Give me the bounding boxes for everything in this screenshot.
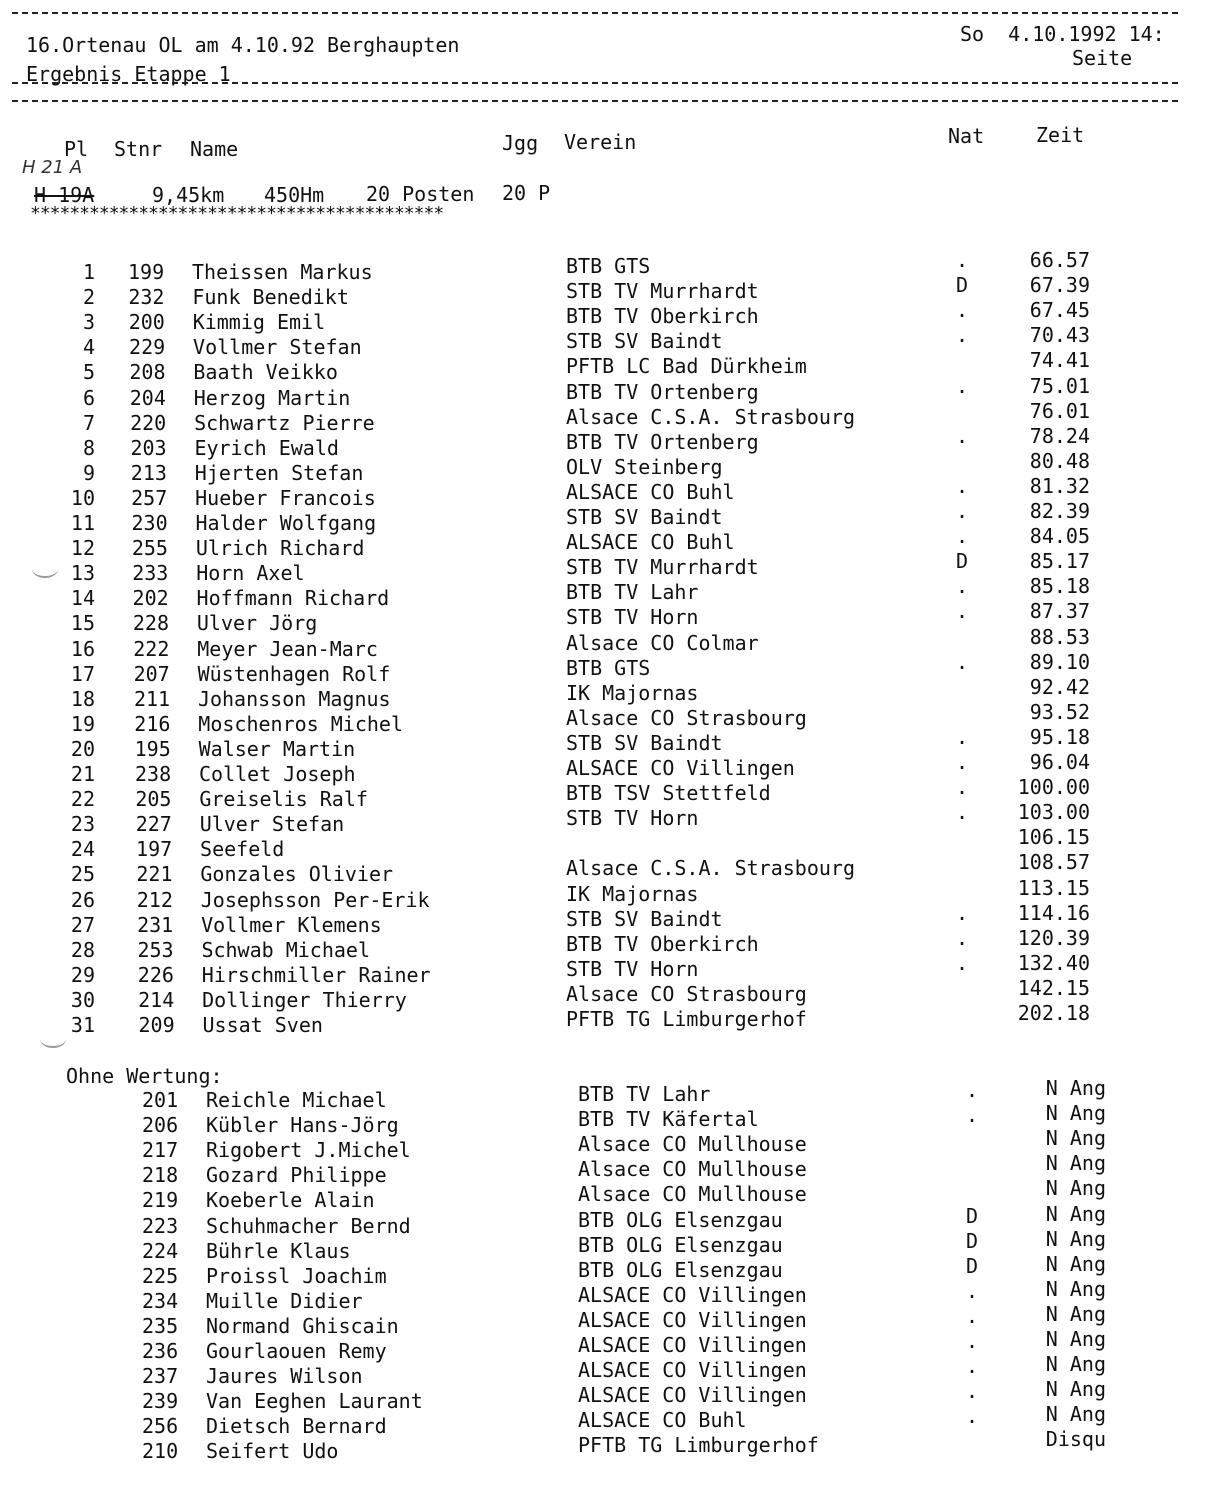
start-number: 205: [135, 787, 172, 812]
place: 13: [70, 561, 95, 586]
nation: .: [955, 800, 969, 825]
start-number: 225: [142, 1263, 179, 1288]
time: 80.48: [1029, 448, 1090, 473]
runner-name: Wüstenhagen Rolf: [197, 661, 391, 686]
start-number: 232: [128, 285, 165, 310]
status: N Ang: [1045, 1076, 1106, 1100]
status: N Ang: [1045, 1151, 1106, 1176]
status: N Ang: [1045, 1301, 1106, 1326]
place: 18: [70, 686, 95, 711]
print-datetime: So 4.10.1992 14:: [960, 22, 1165, 46]
place: 1: [82, 260, 95, 284]
status: N Ang: [1045, 1402, 1106, 1427]
document-title: 16.Ortenau OL am 4.10.92 Berghaupten: [26, 33, 460, 57]
time: 84.05: [1029, 524, 1090, 549]
time: 82.39: [1029, 499, 1090, 523]
place: 10: [70, 485, 95, 510]
start-number: 220: [130, 410, 167, 435]
runner-name: Johansson Magnus: [197, 686, 391, 711]
runner-name: Meyer Jean-Marc: [197, 636, 378, 661]
runner-name: Horn Axel: [196, 561, 305, 586]
nation: D: [965, 1253, 979, 1278]
time: 85.17: [1029, 549, 1090, 574]
start-number: 229: [129, 335, 166, 360]
club: ALSACE CO Villingen: [578, 1333, 807, 1357]
table-row: [0, 1001, 1206, 1038]
table-row: [0, 1427, 1206, 1464]
place: 9: [82, 460, 95, 485]
place: 21: [70, 762, 95, 786]
start-number: 207: [133, 661, 170, 686]
runner-name: Ulver Stefan: [199, 812, 345, 837]
club: PFTB TG Limburgerhof: [578, 1433, 819, 1458]
start-number: 230: [131, 511, 168, 535]
start-number: 235: [142, 1313, 179, 1338]
place: 25: [70, 862, 95, 887]
start-number: 212: [136, 887, 173, 912]
nation: .: [965, 1078, 979, 1102]
status: N Ang: [1045, 1201, 1106, 1226]
runner-name: Herzog Martin: [193, 385, 351, 410]
start-number: 197: [136, 837, 173, 862]
place: 16: [70, 636, 95, 661]
nation: .: [955, 775, 969, 800]
nation: .: [965, 1354, 979, 1379]
runner-name: Vollmer Klemens: [201, 912, 382, 937]
club: Alsace CO Mullhouse: [578, 1157, 807, 1182]
time: 76.01: [1029, 398, 1090, 423]
status: N Ang: [1045, 1352, 1106, 1377]
runner-name: Gourlaouen Remy: [206, 1339, 387, 1363]
club: BTB TV Lahr: [578, 1082, 711, 1106]
start-number: 228: [132, 611, 170, 636]
time: 74.41: [1029, 348, 1090, 373]
nation: .: [955, 649, 969, 674]
runner-name: Hjerten Stefan: [194, 460, 364, 485]
club: BTB TV Ortenberg: [566, 429, 759, 454]
runner-name: Dietsch Bernard: [206, 1414, 387, 1439]
runner-name: Gonzales Olivier: [200, 862, 394, 887]
place: 23: [70, 812, 95, 837]
time: 89.10: [1029, 649, 1090, 674]
header-dashed-rule-lower: [12, 100, 1178, 102]
start-number: 222: [133, 636, 170, 661]
document-subtitle: Ergebnis Etappe 1: [26, 62, 231, 86]
runner-name: Schwartz Pierre: [194, 410, 375, 435]
club: BTB TV Käfertal: [578, 1107, 759, 1132]
status: N Ang: [1045, 1126, 1106, 1151]
nation: .: [965, 1404, 979, 1429]
handwritten-category-note: H 21 A: [22, 157, 83, 178]
nation: .: [955, 499, 969, 523]
time: 142.15: [1017, 975, 1090, 1000]
time: 106.15: [1017, 825, 1090, 850]
runner-name: Moschenros Michel: [198, 711, 403, 736]
col-header-verein: Verein: [564, 130, 637, 154]
runner-name: Seefeld: [200, 837, 285, 862]
col-header-zeit: Zeit: [1036, 123, 1085, 147]
start-number: 231: [137, 912, 174, 937]
nation: .: [955, 298, 969, 323]
start-number: 253: [137, 937, 174, 962]
nation: D: [965, 1203, 979, 1228]
club: IK Majornas: [566, 881, 699, 906]
punch-hole-mark: [40, 1030, 66, 1048]
time: 88.53: [1029, 624, 1090, 649]
start-number: 209: [138, 1013, 175, 1037]
runner-name: Hueber Francois: [195, 485, 376, 510]
time: 114.16: [1017, 900, 1090, 925]
start-number: 214: [138, 987, 175, 1012]
runner-name: Jaures Wilson: [206, 1364, 363, 1389]
start-number: 236: [142, 1339, 179, 1363]
club: Alsace C.S.A. Strasbourg: [566, 404, 855, 429]
runner-name: Ussat Sven: [202, 1013, 323, 1037]
nation: .: [965, 1329, 979, 1353]
time: 93.52: [1029, 699, 1090, 724]
club: BTB TV Oberkirch: [566, 304, 759, 329]
start-number: 227: [135, 812, 172, 837]
place: 22: [70, 787, 95, 812]
club: STB SV Baindt: [566, 329, 723, 354]
time: 103.00: [1017, 800, 1090, 825]
nation: D: [955, 273, 969, 298]
runner-name: Ulver Jörg: [196, 611, 318, 636]
club: Alsace CO Strasbourg: [566, 981, 807, 1006]
start-number: 219: [142, 1188, 179, 1213]
club: BTB OLG Elsenzgau: [578, 1232, 783, 1257]
nation: .: [955, 724, 969, 749]
club: OLV Steinberg: [566, 454, 723, 479]
nation: .: [955, 900, 969, 925]
runner-name: Kübler Hans-Jörg: [206, 1113, 399, 1138]
top-dashed-rule: [12, 12, 1178, 14]
place: 2: [82, 285, 95, 310]
nation: .: [965, 1379, 979, 1404]
star-separator: ******************************************: [30, 203, 444, 224]
course-controls: 20 Posten: [366, 182, 475, 206]
place: 11: [70, 511, 95, 535]
start-number: 221: [136, 862, 173, 887]
club: BTB TV Ortenberg: [566, 379, 759, 404]
runner-name: Rigobert J.Michel: [206, 1138, 411, 1163]
start-number: 218: [142, 1163, 179, 1188]
club: STB SV Baindt: [566, 730, 723, 755]
time: 67.39: [1029, 273, 1090, 298]
start-number: 195: [134, 736, 171, 761]
start-number: 206: [142, 1113, 179, 1138]
runner-name: Ulrich Richard: [195, 536, 365, 561]
club: Alsace C.S.A. Strasbourg: [566, 856, 855, 881]
runner-name: Eyrich Ewald: [194, 435, 339, 460]
club: Alsace CO Strasbourg: [566, 705, 807, 730]
club: ALSACE CO Villingen: [578, 1383, 807, 1408]
place: 8: [82, 435, 95, 460]
place: 15: [70, 611, 95, 636]
nation: .: [955, 950, 969, 975]
nation: .: [955, 373, 969, 398]
time: 78.24: [1029, 423, 1090, 448]
club: IK Majornas: [566, 680, 699, 705]
nation: .: [955, 574, 969, 599]
club: STB TV Horn: [566, 956, 699, 981]
nation: .: [965, 1103, 979, 1128]
start-number: 234: [142, 1288, 179, 1313]
club: ALSACE CO Villingen: [566, 756, 795, 780]
col-header-name: Name: [190, 137, 239, 161]
place: 28: [70, 937, 95, 962]
runner-name: Halder Wolfgang: [195, 511, 377, 535]
col-header-nat: Nat: [948, 124, 985, 148]
status: Disqu: [1045, 1427, 1106, 1452]
runner-name: Walser Martin: [198, 736, 356, 761]
runner-name: Hoffmann Richard: [196, 586, 390, 611]
runner-name: Proissl Joachim: [206, 1263, 387, 1288]
runner-name: Schuhmacher Bernd: [206, 1213, 411, 1238]
runner-name: Collet Joseph: [199, 762, 356, 786]
place: 30: [70, 987, 95, 1012]
start-number: 201: [142, 1088, 179, 1112]
start-number: 199: [128, 260, 165, 284]
club: BTB TV Lahr: [566, 580, 699, 605]
nation: D: [955, 549, 969, 574]
place: 3: [82, 310, 95, 335]
start-number: 238: [135, 762, 172, 786]
club: STB TV Murrhardt: [566, 555, 759, 580]
start-number: 237: [142, 1364, 179, 1389]
status: N Ang: [1045, 1276, 1106, 1301]
start-number: 217: [142, 1138, 179, 1163]
place: 27: [70, 912, 95, 937]
club: STB TV Murrhardt: [566, 279, 759, 304]
time: 120.39: [1017, 925, 1090, 950]
start-number: 226: [137, 962, 174, 987]
start-number: 208: [129, 360, 166, 385]
club: BTB OLG Elsenzgau: [578, 1207, 783, 1232]
start-number: 210: [142, 1439, 179, 1464]
runner-name: Schwab Michael: [201, 937, 371, 962]
runner-name: Theissen Markus: [192, 260, 373, 284]
runner-name: Van Eeghen Laurant: [206, 1389, 423, 1414]
runner-name: Reichle Michael: [206, 1088, 387, 1112]
runner-name: Josephsson Per-Erik: [200, 887, 430, 912]
start-number: 257: [131, 485, 168, 510]
course-points: 20 P: [502, 181, 551, 205]
nation: .: [955, 524, 969, 549]
runner-name: Greiselis Ralf: [199, 787, 368, 812]
start-number: 216: [134, 711, 171, 736]
club: ALSACE CO Buhl: [566, 530, 735, 555]
runner-name: Dollinger Thierry: [202, 987, 407, 1012]
place: 31: [70, 1013, 95, 1037]
runner-name: Normand Ghiscain: [206, 1313, 399, 1338]
nation: .: [955, 248, 969, 272]
place: 24: [70, 837, 95, 862]
runner-name: Kimmig Emil: [192, 310, 326, 335]
col-header-pl: Pl: [64, 137, 89, 161]
place: 4: [82, 335, 95, 360]
club: ALSACE CO Buhl: [566, 479, 735, 504]
status: N Ang: [1045, 1251, 1106, 1276]
start-number: 211: [133, 686, 171, 711]
club: ALSACE CO Villingen: [578, 1282, 807, 1307]
time: 108.57: [1017, 850, 1090, 875]
start-number: 204: [129, 385, 166, 410]
place: 6: [82, 385, 95, 410]
time: 113.15: [1017, 875, 1090, 900]
time: 92.42: [1029, 674, 1090, 699]
runner-name: Vollmer Stefan: [193, 335, 362, 360]
nation: .: [955, 599, 969, 624]
club: Alsace CO Mullhouse: [578, 1182, 807, 1207]
runner-name: Seifert Udo: [206, 1439, 339, 1464]
club: ALSACE CO Buhl: [578, 1408, 747, 1433]
status: N Ang: [1045, 1377, 1106, 1402]
club: STB TV Horn: [566, 605, 699, 630]
time: 87.37: [1029, 599, 1090, 624]
nation: .: [955, 925, 969, 950]
place: 17: [70, 661, 95, 686]
status: N Ang: [1045, 1101, 1106, 1126]
start-number: 224: [142, 1238, 179, 1263]
time: 100.00: [1017, 775, 1090, 800]
nation: .: [955, 323, 969, 348]
place: 14: [70, 586, 95, 611]
punch-hole-mark: [32, 560, 58, 578]
start-number: 203: [130, 435, 167, 460]
nation: .: [955, 473, 969, 498]
club: Alsace CO Colmar: [566, 630, 759, 655]
col-header-stnr: Stnr: [114, 137, 163, 161]
time: 95.18: [1029, 724, 1090, 749]
place: 5: [82, 360, 95, 385]
club: STB TV Horn: [566, 806, 699, 831]
start-number: 255: [131, 536, 168, 561]
time: 66.57: [1029, 248, 1090, 272]
place: 26: [70, 887, 95, 912]
col-header-jgg: Jgg: [502, 131, 539, 155]
nation: .: [965, 1278, 979, 1303]
time: 81.32: [1029, 473, 1090, 498]
club: PFTB LC Bad Dürkheim: [566, 354, 807, 379]
club: STB SV Baindt: [566, 505, 723, 529]
page-label: Seite: [1072, 46, 1133, 70]
club: BTB TV Oberkirch: [566, 931, 759, 956]
status: N Ang: [1045, 1327, 1106, 1351]
club: Alsace CO Mullhouse: [578, 1132, 807, 1157]
runner-name: Hirschmiller Rainer: [201, 962, 431, 987]
club: BTB GTS: [566, 655, 651, 680]
nation: .: [955, 423, 969, 448]
time: 75.01: [1029, 373, 1090, 398]
runner-name: Gozard Philippe: [206, 1163, 387, 1188]
nation: .: [955, 750, 969, 774]
runner-name: Koeberle Alain: [206, 1188, 375, 1213]
place: 20: [70, 736, 95, 761]
start-number: 200: [128, 310, 165, 335]
time: 96.04: [1029, 750, 1090, 774]
start-number: 256: [142, 1414, 179, 1439]
start-number: 213: [130, 460, 167, 485]
start-number: 239: [142, 1389, 179, 1414]
ohne-wertung-label: Ohne Wertung:: [66, 1064, 223, 1088]
club: PFTB TG Limburgerhof: [566, 1007, 807, 1031]
runner-name: Bührle Klaus: [206, 1238, 351, 1263]
place: 19: [70, 711, 95, 736]
start-number: 233: [132, 561, 169, 586]
status: N Ang: [1045, 1226, 1106, 1251]
time: 67.45: [1029, 298, 1090, 323]
place: 29: [70, 962, 95, 987]
start-number: 202: [132, 586, 169, 611]
status: N Ang: [1045, 1176, 1106, 1201]
nation: D: [965, 1228, 979, 1253]
runner-name: Funk Benedikt: [192, 285, 349, 310]
place: 12: [70, 536, 95, 561]
club: BTB TSV Stettfeld: [566, 781, 771, 806]
header-dashed-rule: [12, 82, 1178, 84]
start-number: 223: [142, 1213, 179, 1238]
club: BTB GTS: [566, 254, 651, 278]
club: BTB OLG Elsenzgau: [578, 1257, 783, 1282]
time: 85.18: [1029, 574, 1090, 599]
club: ALSACE CO Villingen: [578, 1358, 807, 1383]
club: STB SV Baindt: [566, 906, 723, 931]
time: 70.43: [1029, 323, 1090, 348]
place: 7: [82, 410, 95, 435]
category-label-struck: H 19A: [34, 183, 95, 207]
course-climb: 450Hm: [264, 183, 325, 207]
runner-name: Baath Veikko: [193, 360, 338, 385]
time: 132.40: [1017, 950, 1090, 975]
nation: .: [965, 1303, 979, 1328]
runner-name: Muille Didier: [206, 1288, 363, 1313]
club: ALSACE CO Villingen: [578, 1307, 807, 1332]
course-distance: 9,45km: [152, 183, 225, 207]
time: 202.18: [1017, 1001, 1090, 1025]
